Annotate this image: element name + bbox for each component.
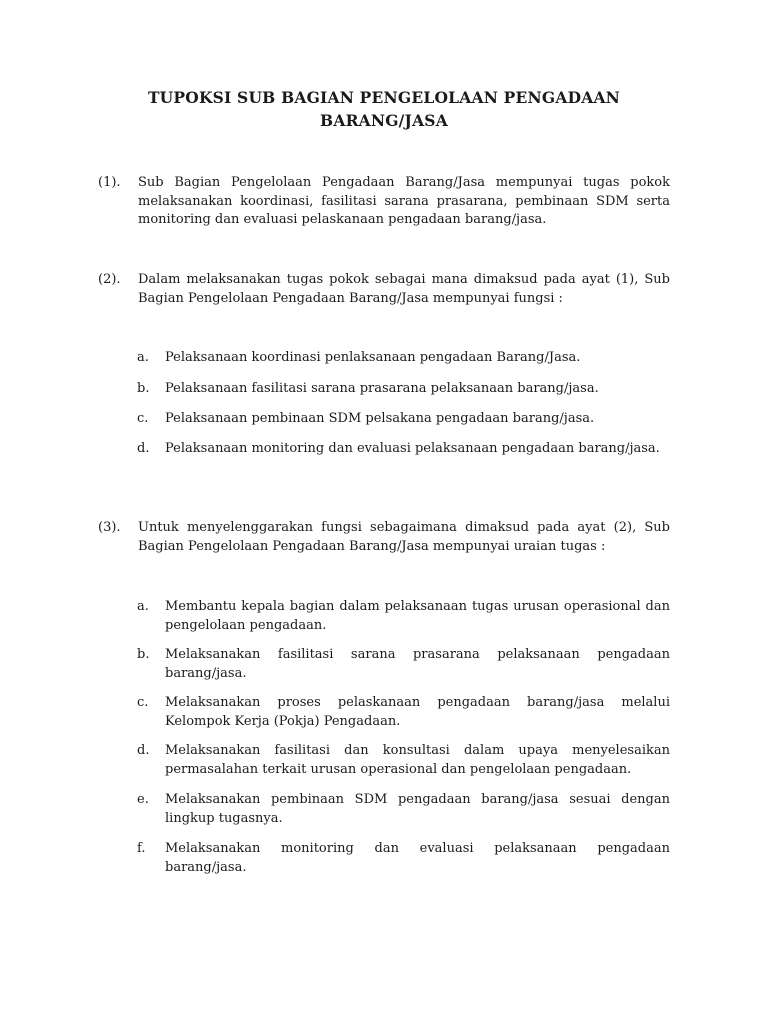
list-item-letter: b. [137,647,150,662]
list-item [137,380,670,399]
list-item [137,410,670,429]
list-item [137,694,670,731]
list-item-letter: b. [137,381,150,396]
list-item-letter: d. [137,441,150,456]
list-item-text: Melaksanakan fasilitasi sarana prasarana pelaksanaan pengadaan barang/jasa. [165,647,670,681]
section-number: (2). [98,272,121,287]
list-item [137,742,670,779]
list-item [137,598,670,635]
list-item-letter: d. [137,743,150,758]
section-3 [98,519,670,556]
section-number: (3). [98,520,121,535]
list-item-text: Pelaksanaan monitoring dan evaluasi pelaksanaan pengadaan barang/jasa. [165,441,660,456]
list-item-letter: e. [137,792,149,807]
list-item-letter: a. [137,599,149,614]
section-1 [98,174,670,230]
list-item-text: Pelaksanaan fasilitasi sarana prasarana pelaksanaan barang/jasa. [165,381,599,396]
list-item-letter: c. [137,695,149,710]
list-item-text: Melaksanakan fasilitasi dan konsultasi dalam upaya menyelesaikan permasalahan terkait urusan operasional dan pengelolaan pengadaan. [165,743,670,777]
list-item-letter: f. [137,841,146,856]
list-item [137,440,670,459]
list-item-text: Pelaksanaan pembinaan SDM pelsakana pengadaan barang/jasa. [165,411,595,426]
list-item-letter: c. [137,411,149,426]
section-2 [98,271,670,308]
list-item [137,349,670,368]
list-item-text: Pelaksanaan koordinasi penlaksanaan pengadaan Barang/Jasa. [165,350,581,365]
section-text: Sub Bagian Pengelolaan Pengadaan Barang/Jasa mempunyai tugas pokok melaksanakan koordinasi, fasilitasi sarana prasarana, pembinaan SDM serta monitoring dan evaluasi pelaskanaan pengadaan barang/jasa. [138,175,670,227]
list-item [137,646,670,683]
list-item-letter: a. [137,350,149,365]
section-text: Untuk menyelenggarakan fungsi sebagaimana dimaksud pada ayat (2), Sub Bagian Pengelolaan Pengadaan Barang/Jasa mempunyai uraian tugas : [138,520,670,554]
list-item-text: Melaksanakan pembinaan SDM pengadaan barang/jasa sesuai dengan lingkup tugasnya. [165,792,670,826]
list-item [137,791,670,828]
list-item-text: Melaksanakan monitoring dan evaluasi pelaksanaan pengadaan barang/jasa. [165,841,670,875]
section-number: (1). [98,175,121,190]
list-item [137,840,670,877]
page-title: TUPOKSI SUB BAGIAN PENGELOLAAN PENGADAAN BARANG/JASA [147,88,621,130]
list-item-text: Melaksanakan proses pelaskanaan pengadaan barang/jasa melalui Kelompok Kerja (Pokja) Pengadaan. [165,695,670,729]
section-text: Dalam melaksanakan tugas pokok sebagai mana dimaksud pada ayat (1), Sub Bagian Pengelolaan Pengadaan Barang/Jasa mempunyai fungsi : [138,272,670,306]
list-item-text: Membantu kepala bagian dalam pelaksanaan tugas urusan operasional dan pengelolaan pengadaan. [165,599,670,633]
